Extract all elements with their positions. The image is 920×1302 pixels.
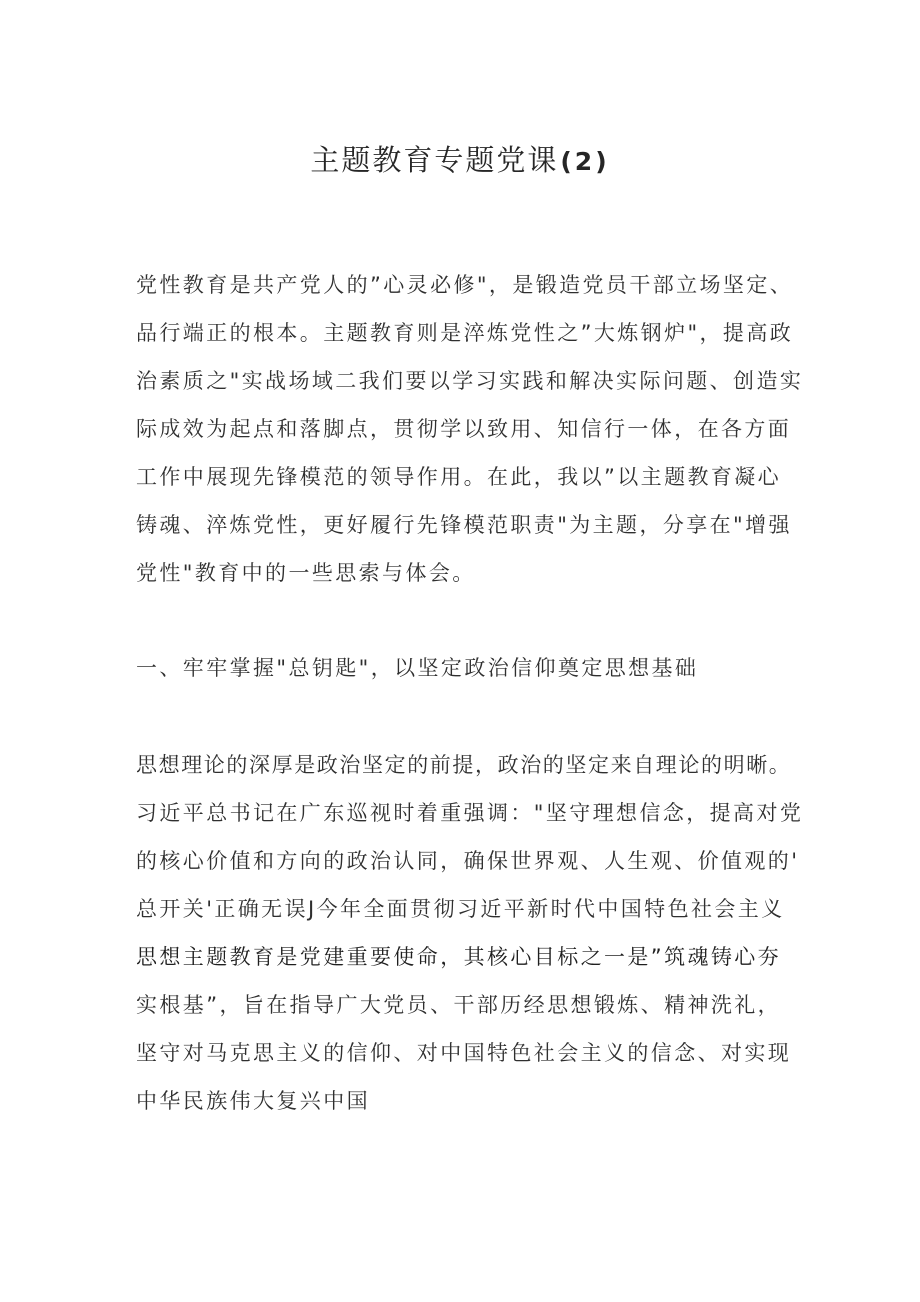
paragraph-2-line-2: 习近平总书记在广东巡视时着重强调："坚守理想信念，提高对党 — [136, 801, 804, 825]
paragraph-2-line-1: 思想理论的深厚是政治坚定的前提，政治的坚定来自理论的明晰。 — [136, 753, 792, 777]
paragraph-1-line-1: 党性教育是共产党人的”心灵必修"，是锻造党员干部立场坚定、 — [136, 273, 794, 297]
paragraph-2-line-6: 实根基”，旨在指导广大党员、干部历经思想锻炼、精神洗礼， — [136, 993, 782, 1017]
title-suffix: (2) — [560, 147, 610, 176]
title-text: 主题教育专题党课 — [310, 143, 559, 177]
paragraph-1-line-5: 工作中展现先锋模范的领导作用。在此，我以”以主题教育凝心 — [136, 465, 782, 489]
paragraph-2-line-7: 坚守对马克思主义的信仰、对中国特色社会主义的信念、对实现 — [136, 1041, 792, 1065]
paragraph-1-line-3: 治素质之"实战场域二我们要以学习实践和解决实际问题、创造实 — [136, 369, 804, 393]
paragraph-2-line-4: 总开关'正确无误J今年全面贯彻习近平新时代中国特色社会主义 — [136, 897, 785, 921]
section-heading-1: 一、牢牢掌握"总钥匙"，以坚定政治信仰奠定思想基础 — [136, 656, 699, 680]
paragraph-1-line-7: 党性"教育中的一些思索与体会。 — [136, 561, 476, 585]
paragraph-1-line-6: 铸魂、淬炼党性，更好履行先锋模范职责"为主题，分享在"增强 — [136, 513, 792, 537]
paragraph-1-line-2: 品行端正的根本。主题教育则是淬炼党性之”大炼钢炉"，提高政 — [136, 321, 794, 345]
paragraph-2-line-3: 的核心价值和方向的政治认同，确保世界观、人生观、价值观的' — [136, 849, 800, 873]
paragraph-1-line-4: 际成效为起点和落脚点，贯彻学以致用、知信行一体，在各方面 — [136, 417, 792, 441]
paragraph-2-line-5: 思想主题教育是党建重要使命，其核心目标之一是”筑魂铸心夯 — [136, 945, 782, 969]
document-title — [0, 140, 920, 182]
paragraph-2-line-8: 中华民族伟大复兴中国 — [136, 1089, 370, 1113]
